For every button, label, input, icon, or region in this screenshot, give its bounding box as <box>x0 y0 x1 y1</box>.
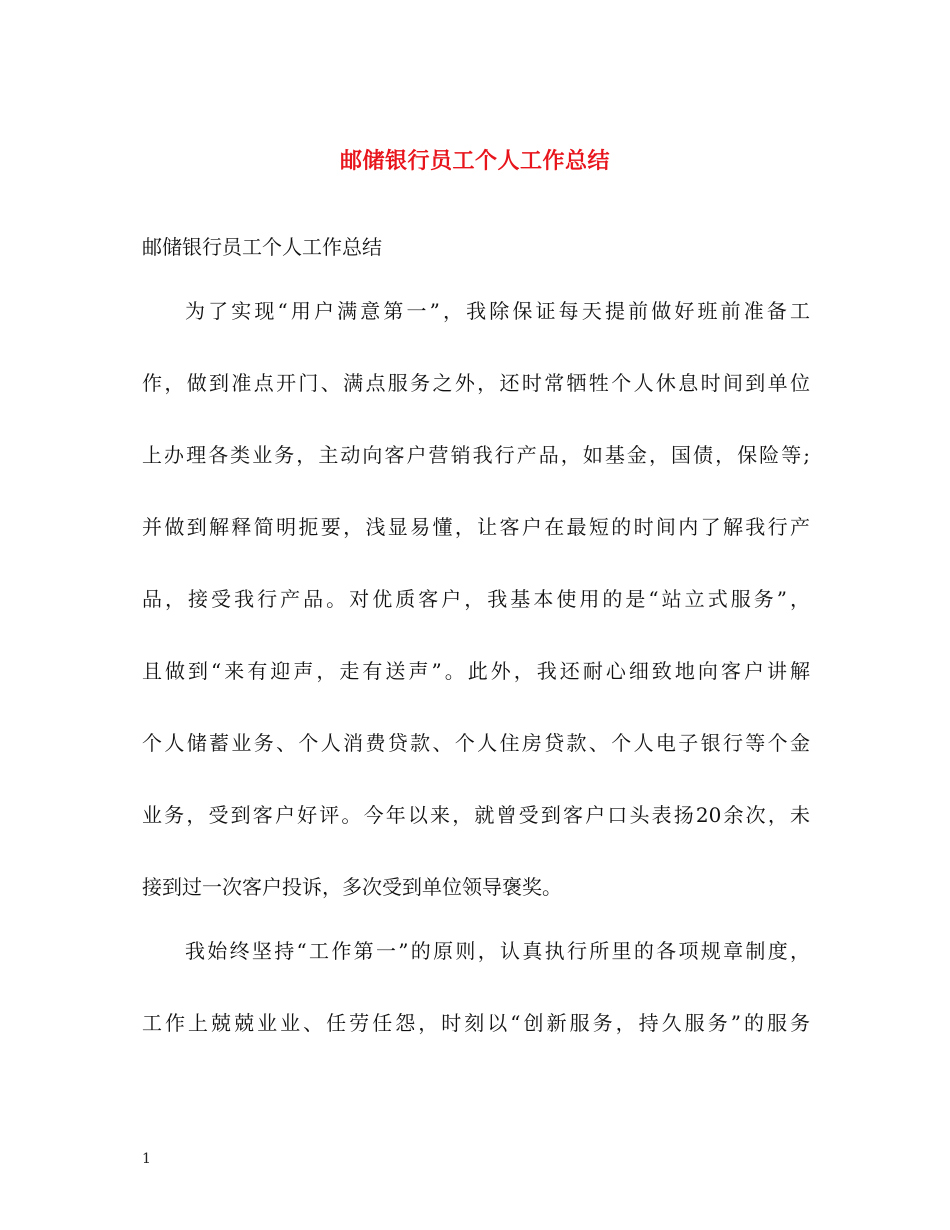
paragraph-line: 上办理各类业务，主动向客户营销我行产品，如基金，国债，保险等; <box>142 443 810 467</box>
document-subtitle: 邮储银行员工个人工作总结 <box>142 235 382 259</box>
paragraph-line: 品，接受我行产品。对优质客户，我基本使用的是“站立式服务”， <box>142 587 810 611</box>
paragraph-line: 工作上兢兢业业、任劳任怨，时刻以“创新服务，持久服务”的服务 <box>142 1011 810 1035</box>
paragraph-line: 我始终坚持“工作第一”的原则，认真执行所里的各项规章制度， <box>185 939 810 963</box>
paragraph-line: 为了实现“用户满意第一”，我除保证每天提前做好班前准备工 <box>185 299 810 323</box>
paragraph-line: 并做到解释简明扼要，浅显易懂，让客户在最短的时间内了解我行产 <box>142 515 810 539</box>
paragraph-line: 业务，受到客户好评。今年以来，就曾受到客户口头表扬20余次，未 <box>142 803 810 827</box>
document-title: 邮储银行员工个人工作总结 <box>339 148 610 174</box>
page-number: 1 <box>142 1151 151 1167</box>
paragraph-line: 且做到“来有迎声，走有送声”。此外，我还耐心细致地向客户讲解 <box>142 659 810 683</box>
paragraph-line: 个人储蓄业务、个人消费贷款、个人住房贷款、个人电子银行等个金 <box>142 731 810 755</box>
paragraph-line: 接到过一次客户投诉，多次受到单位领导褒奖。 <box>142 875 562 899</box>
paragraph-line: 作，做到准点开门、满点服务之外，还时常牺牲个人休息时间到单位 <box>142 371 810 395</box>
